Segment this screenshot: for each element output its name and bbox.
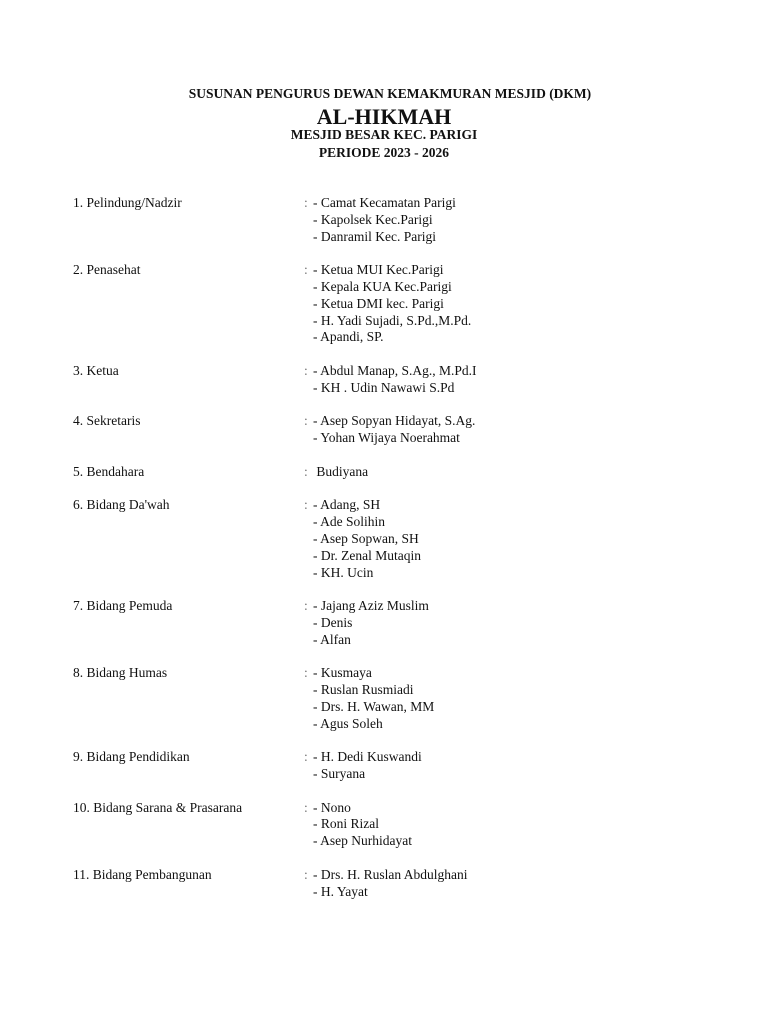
member-name: - Asep Nurhidayat <box>313 833 412 849</box>
position-section <box>0 413 768 447</box>
member-name: - Dr. Zenal Mutaqin <box>313 547 421 563</box>
colon-separator: : <box>304 463 308 479</box>
member-name: - KH. Ucin <box>313 564 374 580</box>
member-name: - H. Yayat <box>313 883 368 899</box>
document-heading: SUSUNAN PENGURUS DEWAN KEMAKMURAN MESJID (DKM) <box>188 86 592 101</box>
member-name: - H. Yadi Sujadi, S.Pd.,M.Pd. <box>313 312 472 328</box>
member-name: - Alfan <box>313 631 351 647</box>
position-section <box>0 749 768 783</box>
position-label: 10. Bidang Sarana & Prasarana <box>73 799 243 815</box>
colon-separator: : <box>304 195 308 210</box>
member-name: - Apandi, SP. <box>313 329 384 345</box>
member-name: - Kapolsek Kec.Parigi <box>313 211 433 227</box>
position-label: 9. Bidang Pendidikan <box>73 749 190 765</box>
mosque-name-title: AL-HIKMAH <box>316 104 452 129</box>
position-section <box>0 497 768 581</box>
position-section <box>0 363 768 397</box>
position-label: 3. Ketua <box>73 362 119 378</box>
member-name: - Ketua MUI Kec.Parigi <box>313 262 444 278</box>
colon-separator: : <box>304 866 308 882</box>
member-name: - Jajang Aziz Muslim <box>313 598 429 614</box>
member-name: - Asep Sopyan Hidayat, S.Ag. <box>313 413 476 429</box>
colon-separator: : <box>304 665 308 681</box>
position-section <box>0 464 768 481</box>
member-name: - Kusmaya <box>313 665 372 681</box>
mosque-subtitle: MESJID BESAR KEC. PARIGI <box>290 127 478 142</box>
member-name: - Yohan Wijaya Noerahmat <box>313 430 460 446</box>
position-section <box>0 195 768 245</box>
member-name: - KH . Udin Nawawi S.Pd <box>313 379 455 395</box>
colon-separator: : <box>304 413 308 429</box>
position-section <box>0 800 768 850</box>
colon-separator: : <box>304 749 308 765</box>
member-name: - Roni Rizal <box>313 816 379 832</box>
member-name: - Abdul Manap, S.Ag., M.Pd.I <box>313 362 477 378</box>
position-label: 2. Penasehat <box>73 262 141 278</box>
position-section <box>0 665 768 732</box>
member-name: - Ruslan Rusmiadi <box>313 682 414 698</box>
member-name: - Danramil Kec. Parigi <box>313 228 436 244</box>
colon-separator: : <box>304 262 308 278</box>
position-section <box>0 867 768 901</box>
position-label: 7. Bidang Pemuda <box>73 598 173 614</box>
member-name: - Drs. H. Ruslan Abdulghani <box>313 866 468 882</box>
position-label: 8. Bidang Humas <box>73 665 168 681</box>
member-name: - H. Dedi Kuswandi <box>313 749 422 765</box>
position-label: 5. Bendahara <box>73 463 145 479</box>
member-name: - Nono <box>313 799 351 815</box>
member-name: - Kepala KUA Kec.Parigi <box>313 278 452 294</box>
member-name: - Agus Soleh <box>313 715 383 731</box>
member-name: - Drs. H. Wawan, MM <box>313 698 435 714</box>
position-label: 11. Bidang Pembangunan <box>73 866 212 882</box>
position-label: 4. Sekretaris <box>73 413 141 429</box>
member-name: - Adang, SH <box>313 497 381 513</box>
position-label: 6. Bidang Da'wah <box>73 497 170 513</box>
member-name: - Ketua DMI kec. Parigi <box>313 295 444 311</box>
member-name: - Asep Sopwan, SH <box>313 530 419 546</box>
board-member-list <box>0 195 768 917</box>
member-name: - Camat Kecamatan Parigi <box>313 195 456 210</box>
member-name: - Ade Solihin <box>313 514 386 530</box>
colon-separator: : <box>304 497 308 513</box>
member-name: - Suryana <box>313 766 366 782</box>
member-name: Budiyana <box>313 463 369 479</box>
position-label: 1. Pelindung/Nadzir <box>73 195 182 210</box>
member-name: - Denis <box>313 614 353 630</box>
position-section <box>0 598 768 648</box>
colon-separator: : <box>304 799 308 815</box>
colon-separator: : <box>304 362 308 378</box>
colon-separator: : <box>304 598 308 614</box>
period-label: PERIODE 2023 - 2026 <box>318 145 450 160</box>
position-section <box>0 262 768 346</box>
